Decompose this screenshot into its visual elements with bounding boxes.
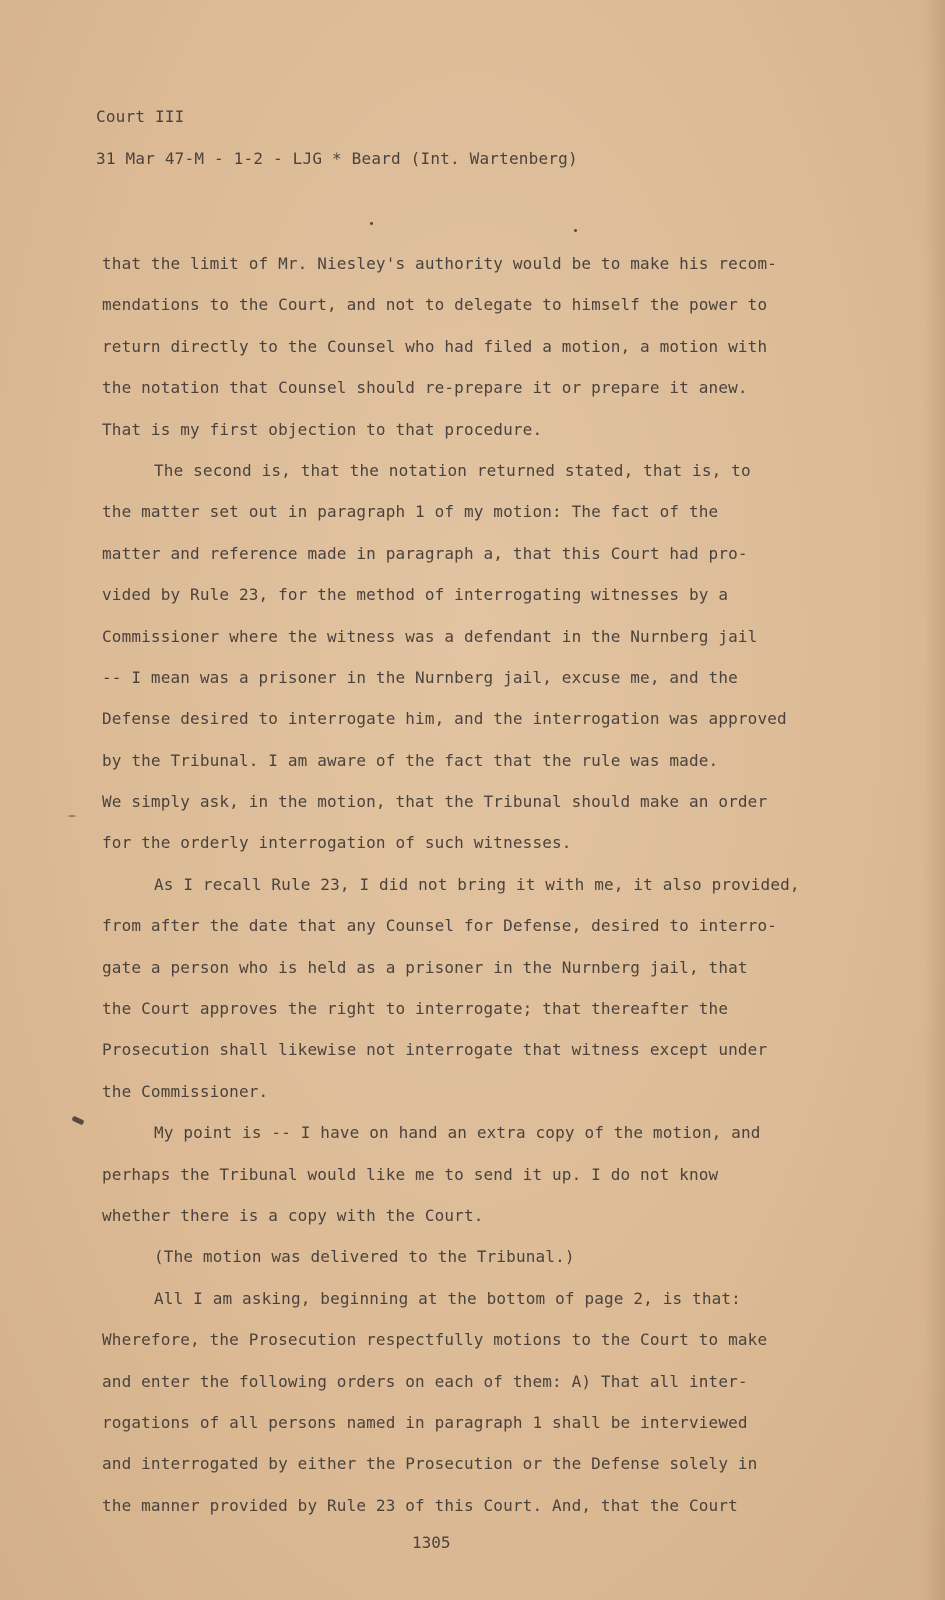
transcript-line: and interrogated by either the Prosecution or the Defense solely in: [102, 1454, 758, 1474]
session-header: 31 Mar 47-M - 1-2 - LJG * Beard (Int. Wartenberg): [96, 149, 578, 168]
transcript-line: Commissioner where the witness was a defendant in the Nurnberg jail: [102, 626, 758, 646]
transcript-line: We simply ask, in the motion, that the Tribunal should make an order: [102, 792, 768, 812]
transcript-line: that the limit of Mr. Niesley's authority would be to make his recom-: [102, 254, 778, 273]
page-number: 1305: [412, 1533, 451, 1552]
paper-speck: [574, 229, 577, 232]
transcript-line: All I am asking, beginning at the bottom of page 2, is that:: [154, 1288, 741, 1308]
paper-speck: [370, 222, 373, 225]
transcript-body: [102, 243, 842, 1526]
paper-speck: [72, 1116, 85, 1126]
transcript-line: the manner provided by Rule 23 of this Court. And, that the Court: [102, 1495, 738, 1515]
transcript-line: by the Tribunal. I am aware of the fact that the rule was made.: [102, 750, 719, 770]
transcript-line: rogations of all persons named in paragraph 1 shall be interviewed: [102, 1412, 748, 1432]
transcript-line: return directly to the Counsel who had filed a motion, a motion with: [102, 336, 768, 356]
transcript-line: As I recall Rule 23, I did not bring it with me, it also provided,: [154, 874, 800, 894]
transcript-line: perhaps the Tribunal would like me to send it up. I do not know: [102, 1164, 719, 1184]
transcript-line: Prosecution shall likewise not interrogate that witness except under: [102, 1040, 768, 1060]
court-header: Court III: [96, 107, 185, 126]
transcript-line: vided by Rule 23, for the method of interrogating witnesses by a: [102, 585, 729, 605]
transcript-line: for the orderly interrogation of such witnesses.: [102, 833, 572, 853]
paper-speck: [68, 815, 76, 817]
transcript-line: and enter the following orders on each of them: A) That all inter-: [102, 1371, 748, 1391]
transcript-line: the matter set out in paragraph 1 of my motion: The fact of the: [102, 502, 719, 522]
transcript-line: Defense desired to interrogate him, and the interrogation was approved: [102, 709, 787, 729]
transcript-line: mendations to the Court, and not to delegate to himself the power to: [102, 295, 768, 315]
transcript-line: from after the date that any Counsel for Defense, desired to interro-: [102, 916, 778, 936]
transcript-line: matter and reference made in paragraph a, that this Court had pro-: [102, 543, 748, 563]
transcript-line: the notation that Counsel should re-prepare it or prepare it anew.: [102, 378, 748, 398]
transcript-line: the Court approves the right to interrogate; that thereafter the: [102, 999, 729, 1019]
transcript-line: That is my first objection to that procedure.: [102, 419, 543, 439]
transcript-line: The second is, that the notation returned stated, that is, to: [154, 460, 751, 480]
transcript-line: gate a person who is held as a prisoner in the Nurnberg jail, that: [102, 957, 748, 977]
transcript-line: (The motion was delivered to the Tribunal.): [154, 1247, 575, 1267]
transcript-line: -- I mean was a prisoner in the Nurnberg jail, excuse me, and the: [102, 667, 738, 687]
transcript-line: My point is -- I have on hand an extra copy of the motion, and: [154, 1123, 761, 1143]
transcript-line: the Commissioner.: [102, 1081, 269, 1101]
transcript-line: Wherefore, the Prosecution respectfully motions to the Court to make: [102, 1330, 768, 1350]
transcript-line: whether there is a copy with the Court.: [102, 1205, 484, 1225]
